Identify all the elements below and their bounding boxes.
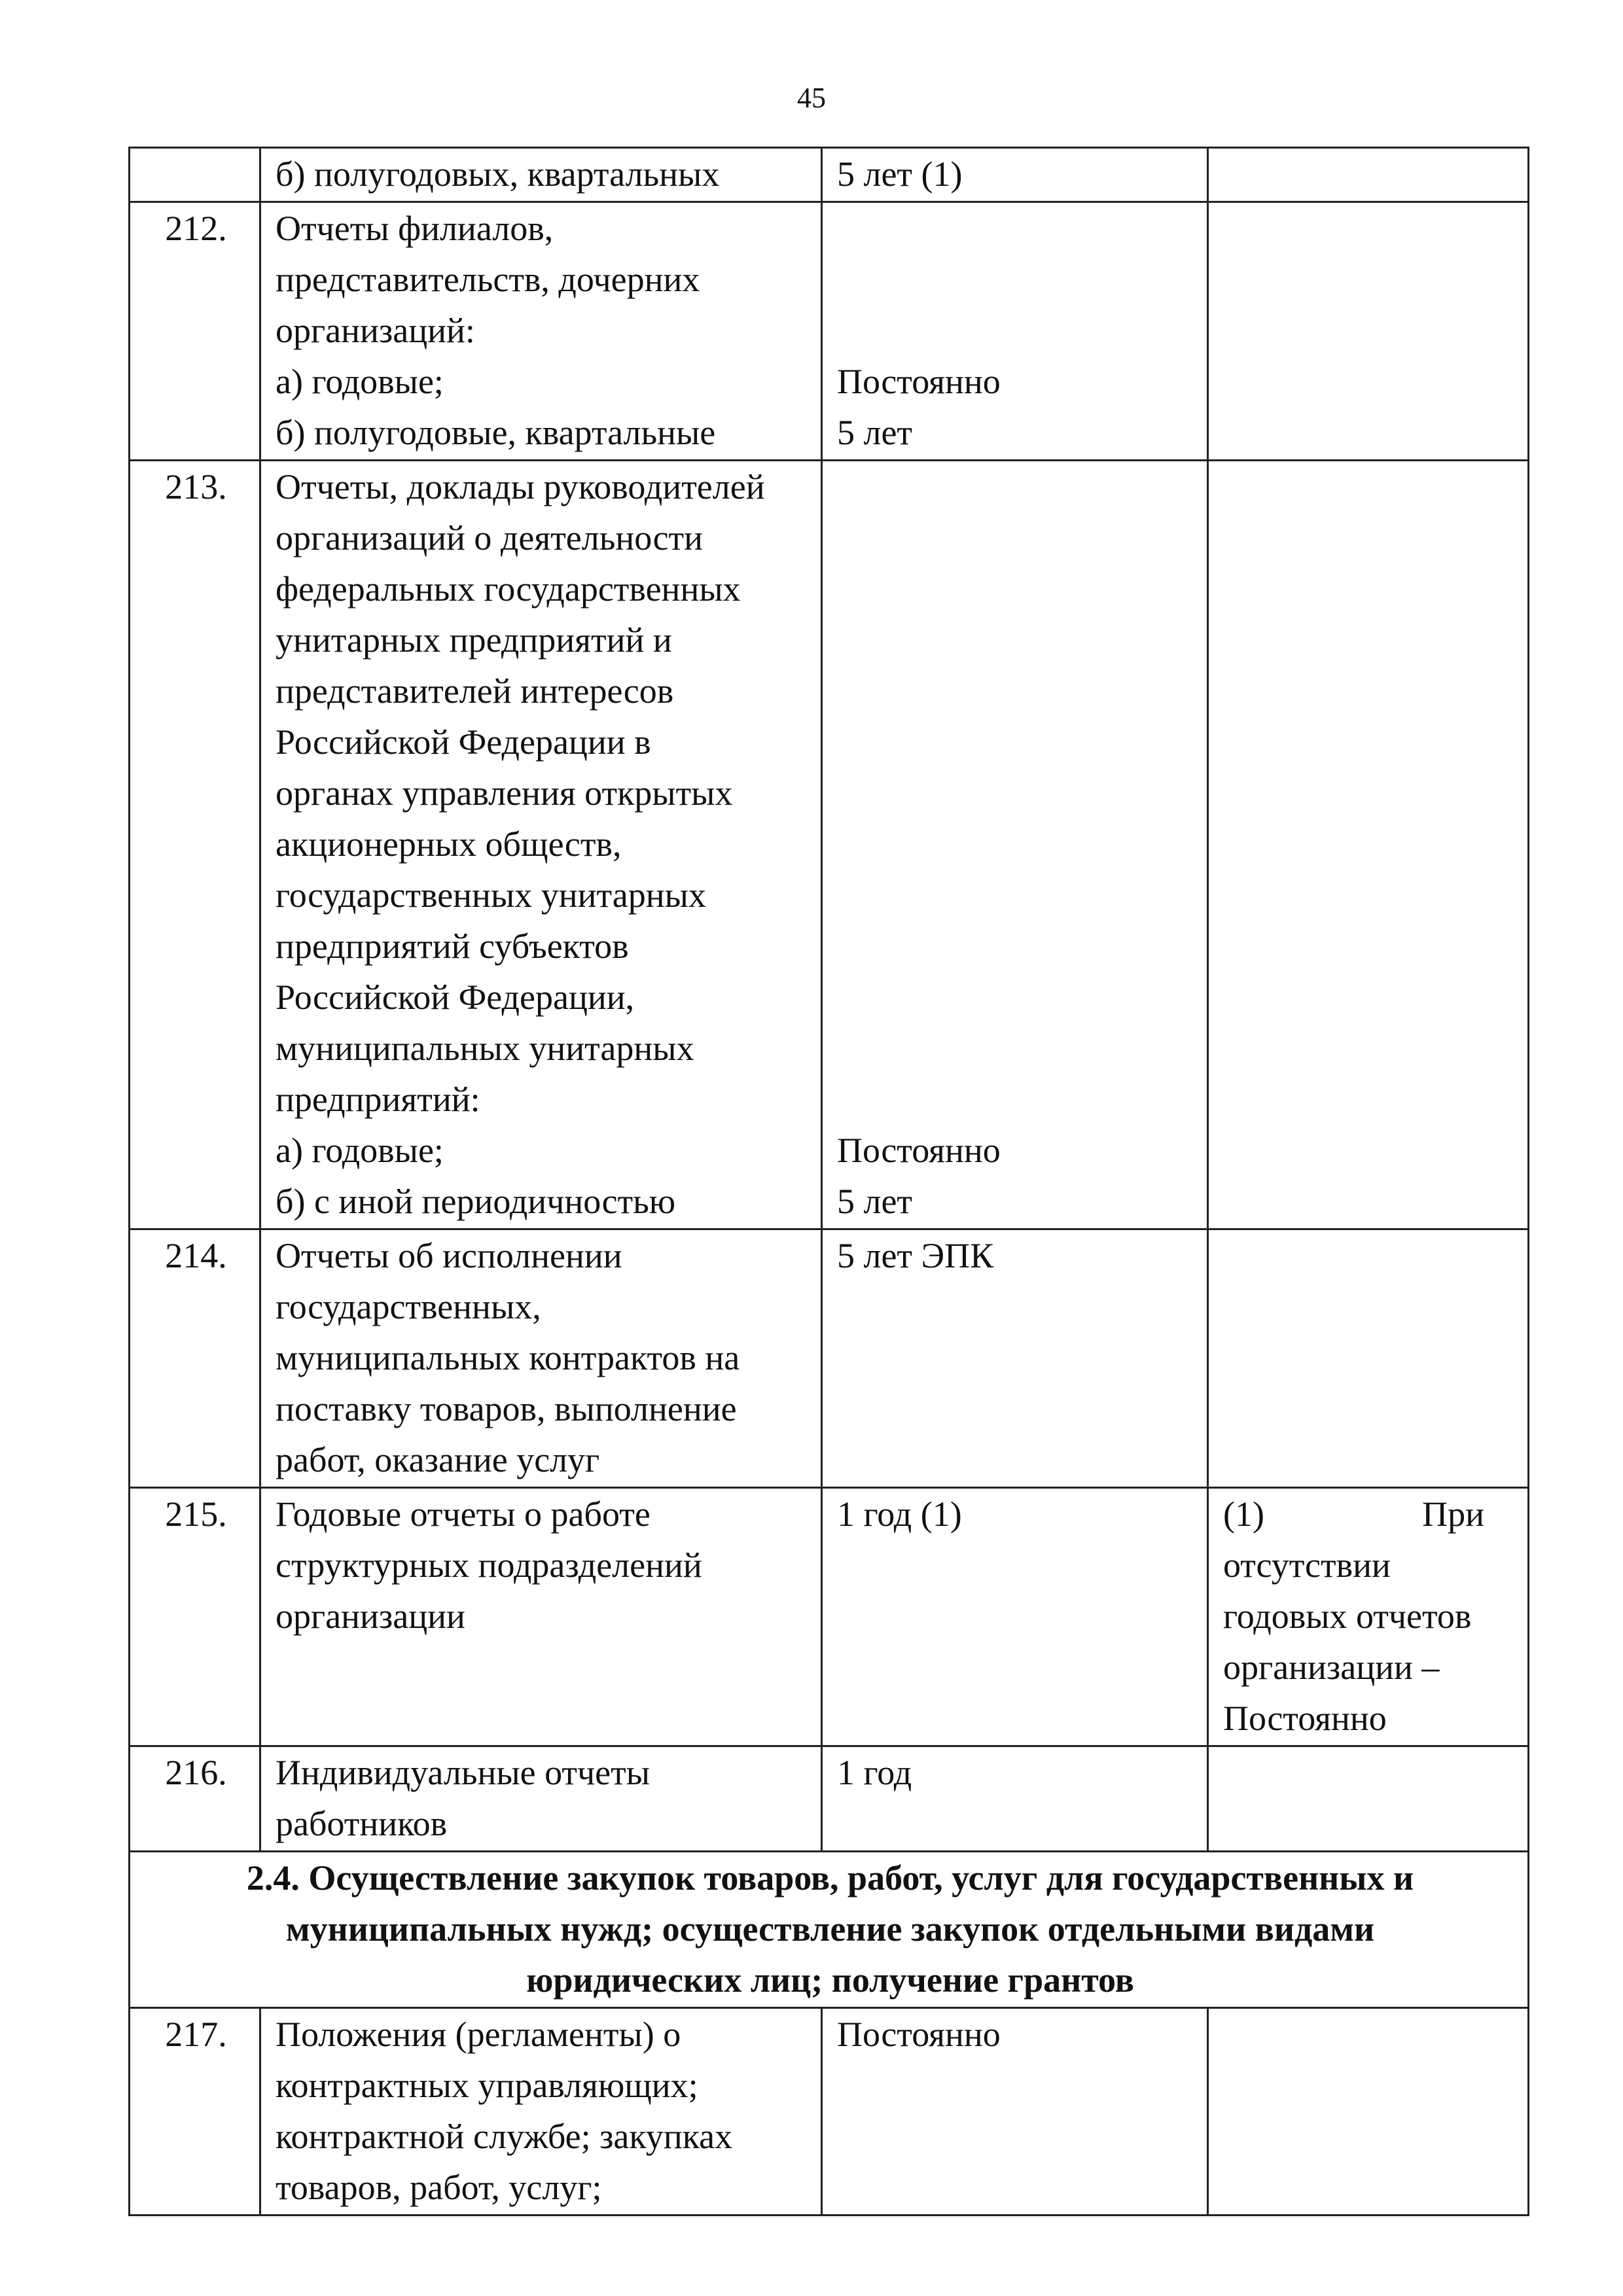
row-number-cell — [130, 1488, 260, 1746]
document-name-line: Положения (регламенты) о — [276, 2015, 681, 2054]
retention-term: 5 лет ЭПК — [837, 1236, 994, 1275]
note-cell — [1208, 2008, 1529, 2216]
retention-term: 1 год (1) — [837, 1494, 962, 1534]
row-number-cell — [130, 1229, 260, 1488]
row-number: 216. — [165, 1753, 227, 1792]
page-number: 45 — [797, 82, 826, 114]
note-line: Постоянно — [1223, 1699, 1387, 1738]
table-row — [130, 461, 1529, 1229]
document-name-line: представительств, дочерних — [276, 260, 700, 299]
section-heading-row — [130, 1852, 1529, 2008]
document-name-line: Отчеты об исполнении — [276, 1236, 622, 1275]
section-heading-line: муниципальных нужд; осуществление закупок отдельными видами — [285, 1909, 1375, 1949]
document-name-line: организации — [276, 1597, 465, 1636]
document-name-line: муниципальных унитарных — [276, 1029, 694, 1068]
document-name-line: федеральных государственных — [276, 569, 741, 609]
note-marker: (1) — [1223, 1494, 1264, 1534]
row-number-cell — [130, 1746, 260, 1852]
document-name-line: Российской Федерации в — [276, 722, 651, 762]
table-row — [130, 202, 1529, 461]
retention-term: Постоянно — [837, 362, 1001, 401]
section-heading-line: 2.4. Осуществление закупок товаров, работ, услуг для государственных и — [246, 1858, 1414, 1898]
document-name-line: предприятий: — [276, 1080, 480, 1119]
document-name-cell — [260, 202, 822, 461]
document-name-line: органах управления открытых — [276, 773, 733, 813]
document-name-cell — [260, 2008, 822, 2216]
note-line: годовых отчетов — [1223, 1597, 1472, 1636]
row-number-cell — [130, 2008, 260, 2216]
retention-term: 5 лет — [837, 413, 913, 452]
note-cell — [1208, 461, 1529, 1229]
row-number: 217. — [165, 2015, 227, 2054]
document-name-line: организаций: — [276, 311, 475, 350]
document-name-line: а) годовые; — [276, 1131, 444, 1170]
document-name-line: Отчеты филиалов, — [276, 209, 554, 248]
document-name-line: а) годовые; — [276, 362, 444, 401]
row-number: 215. — [165, 1494, 227, 1534]
note-cell — [1208, 148, 1529, 202]
retention-term: 5 лет (1) — [837, 154, 963, 194]
retention-term: 1 год — [837, 1753, 912, 1792]
document-name-line: б) с иной периодичностью — [276, 1182, 676, 1221]
document-name-line: контрактной службе; закупках — [276, 2117, 733, 2156]
retention-term-cell — [822, 2008, 1208, 2216]
document-name-line: акционерных обществ, — [276, 824, 622, 864]
note-cell — [1208, 1488, 1529, 1746]
note-cell — [1208, 202, 1529, 461]
table-row — [130, 1488, 1529, 1746]
retention-term: 5 лет — [837, 1182, 913, 1221]
document-name-cell — [260, 148, 822, 202]
retention-term-cell — [822, 202, 1208, 461]
document-name-line: организаций о деятельности — [276, 518, 704, 557]
retention-term-cell — [822, 461, 1208, 1229]
document-name-cell — [260, 1229, 822, 1488]
table-row — [130, 1229, 1529, 1488]
row-number-cell — [130, 461, 260, 1229]
document-name-line: товаров, работ, услуг; — [276, 2168, 602, 2207]
row-number: 212. — [165, 209, 227, 248]
table-row — [130, 148, 1529, 202]
document-name-cell — [260, 461, 822, 1229]
section-heading — [130, 1852, 1529, 2008]
document-name-line: контрактных управляющих; — [276, 2066, 698, 2105]
note-word: При — [1422, 1494, 1484, 1534]
retention-term-cell — [822, 1746, 1208, 1852]
row-number: 213. — [165, 467, 227, 506]
retention-term: Постоянно — [837, 1131, 1001, 1170]
document-name-line: б) полугодовых, квартальных — [276, 154, 720, 194]
retention-term-cell — [822, 1229, 1208, 1488]
document-name-line: работников — [276, 1804, 448, 1843]
document-name-line: государственных унитарных — [276, 875, 706, 915]
document-name-line: структурных подразделений — [276, 1545, 702, 1585]
document-name-line: б) полугодовые, квартальные — [276, 413, 716, 452]
row-number-cell — [130, 202, 260, 461]
document-name-line: Индивидуальные отчеты — [276, 1753, 650, 1792]
retention-term-cell — [822, 148, 1208, 202]
note-cell — [1208, 1746, 1529, 1852]
document-name-line: представителей интересов — [276, 671, 674, 711]
document-name-cell — [260, 1488, 822, 1746]
note-first-line — [1223, 1489, 1516, 1540]
document-name-line: предприятий субъектов — [276, 927, 629, 966]
document-name-line: Отчеты, доклады руководителей — [276, 467, 765, 506]
retention-term: Постоянно — [837, 2015, 1001, 2054]
document-name-line: работ, оказание услуг — [276, 1440, 600, 1479]
note-line: организации – — [1223, 1648, 1440, 1687]
row-number-cell — [130, 148, 260, 202]
retention-table — [128, 147, 1529, 2216]
document-name-line: государственных, — [276, 1287, 541, 1326]
document-name-line: унитарных предприятий и — [276, 620, 672, 660]
document-name-line: муниципальных контрактов на — [276, 1338, 740, 1377]
table-row — [130, 1746, 1529, 1852]
note-line: отсутствии — [1223, 1545, 1391, 1585]
note-cell — [1208, 1229, 1529, 1488]
table-row — [130, 2008, 1529, 2216]
retention-term-cell — [822, 1488, 1208, 1746]
document-name-cell — [260, 1746, 822, 1852]
document-name-line: поставку товаров, выполнение — [276, 1389, 737, 1428]
document-name-line: Российской Федерации, — [276, 978, 635, 1017]
row-number: 214. — [165, 1236, 227, 1275]
section-heading-line: юридических лиц; получение грантов — [526, 1960, 1134, 2000]
document-name-line: Годовые отчеты о работе — [276, 1494, 651, 1534]
